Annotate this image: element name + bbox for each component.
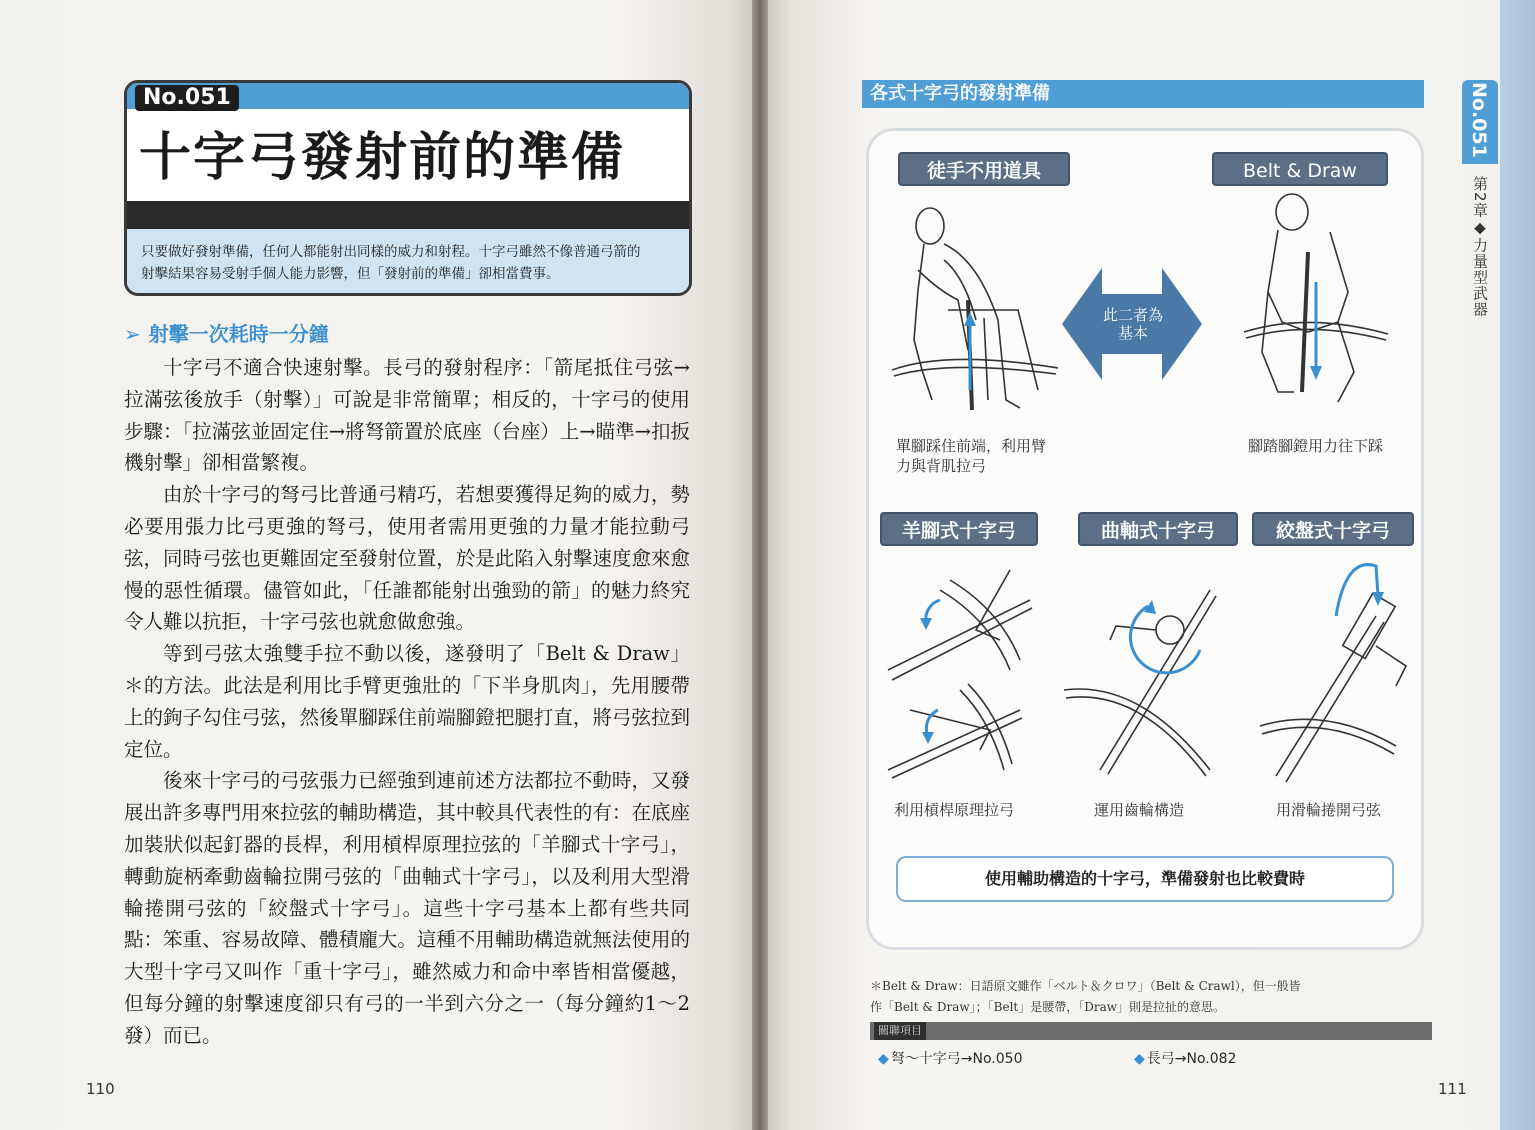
body-paragraph-3: 等到弓弦太強雙手拉不動以後，遂發明了「Belt & Draw」＊的方法。此法是利用比手臂更強壯的「下半身肌肉」，先用腰帶上的鉤子勾住弓弦，然後單腳踩住前端腳鐙把腿打直，將弓弦拉到定位。 [124, 642, 690, 761]
body-text [124, 352, 690, 1052]
summary-line-2: 射擊結果容易受射手個人能力影響，但「發射前的準備」卻相當費事。 [141, 266, 560, 282]
page-edge-strip [1500, 0, 1535, 1130]
caption-belt-draw: 腳踏腳鐙用力往下踩 [1248, 437, 1384, 455]
diamond-icon: ◆ [1134, 1051, 1145, 1067]
left-page [0, 0, 752, 1130]
summary-line-1: 只要做好發射準備，任何人都能射出同樣的威力和射程。十字弓雖然不像普通弓箭的 [141, 244, 641, 260]
caption-bare-hand: 單腳踩住前端，利用臂力與背肌拉弓 [896, 437, 1047, 475]
section-heading-text: 射擊一次耗時一分鐘 [148, 322, 329, 346]
title-box [124, 80, 692, 296]
figure-bottom-note: 使用輔助構造的十字弓，準備發射也比較費時 [896, 856, 1394, 902]
center-arrow-text: 此二者為基本 [1102, 306, 1163, 342]
page-number-right: 111 [1438, 1080, 1467, 1098]
figure-title: 各式十字弓的發射準備 [862, 80, 1424, 108]
caption-windlass: 用滑輪捲開弓弦 [1276, 801, 1382, 819]
footnote [870, 976, 1432, 1018]
footnote-line-2: 作「Belt & Draw」；「Belt」是腰帶，「Draw」則是拉扯的意思。 [870, 1000, 1226, 1014]
caption-cranequin: 運用齒輪構造 [1094, 801, 1185, 819]
section-arrow-icon: ➢ [124, 322, 141, 346]
side-tab-number-box [1462, 80, 1498, 164]
side-tab-chapter: 第2章◆力量型武器 [1471, 176, 1489, 318]
related-item-text: 弩～十字弓→No.050 [890, 1051, 1023, 1067]
section-heading [124, 318, 329, 347]
related-items-bar [870, 1022, 1432, 1040]
label-belt-draw: Belt & Draw [1212, 152, 1388, 186]
goats-foot-illustration [880, 560, 1050, 790]
footnote-line-1: ＊Belt & Draw：日語原文雖作「ベルト＆クロワ」（Belt & Crawl），但一般皆 [870, 979, 1301, 993]
cranequin-illustration [1060, 570, 1230, 790]
belt-draw-illustration [1238, 192, 1408, 422]
related-item-text: 長弓→No.082 [1146, 1051, 1237, 1067]
summary-box [127, 229, 689, 296]
side-tab [1462, 80, 1498, 324]
related-item-1[interactable] [878, 1048, 1022, 1068]
caption-goats-foot: 利用槓桿原理拉弓 [894, 801, 1015, 819]
book-gutter [752, 0, 768, 1130]
side-tab-number: No.051 [1468, 82, 1490, 158]
body-paragraph-4: 後來十字弓的弓弦張力已經強到連前述方法都拉不動時，又發展出許多專門用來拉弦的輔助構造，其中較具代表性的有：在底座加裝狀似起釘器的長桿，利用槓桿原理拉弦的「羊腳式十字弓」，轉動旋柄牽動齒輪拉開弓弦的「曲軸式十字弓」，以及利用大型滑輪捲開弓弦的「絞盤式十字弓」。這些十字弓基本上都有些共同點：笨重、容易故障、體積龐大。這種不用輔助構造就無法使用的大型十字弓又叫作「重十字弓」，雖然威力和命中率皆相當優越，但每分鐘的射擊速度卻只有弓的一半到六分之一（每分鐘約1～2發）而已。 [124, 769, 690, 1047]
title-dark-bar [127, 201, 689, 229]
body-paragraph-1: 十字弓不適合快速射擊。長弓的發射程序：「箭尾抵住弓弦→拉滿弦後放手（射擊）」可說是非常簡單；相反的，十字弓的使用步驟：「拉滿弦並固定住→將弩箭置於底座（台座）上→瞄準→扣扳機射擊」卻相當繁複。 [124, 356, 690, 475]
related-items-label: 關聯項目 [874, 1022, 926, 1040]
diamond-icon: ◆ [878, 1051, 889, 1067]
label-goats-foot: 羊腳式十字弓 [880, 512, 1038, 546]
bare-hand-illustration [888, 200, 1068, 430]
entry-number-tag: No.051 [135, 85, 239, 111]
body-paragraph-2: 由於十字弓的弩弓比普通弓精巧，若想要獲得足夠的威力，勢必要用張力比弓更強的弩弓，使用者需用更強的力量才能拉動弓弦，同時弓弦也更難固定至發射位置，於是此陷入射擊速度愈來愈慢的惡性循環。儘管如此，「任誰都能射出強勁的箭」的魅力終究令人難以抗拒，十字弓弦也就愈做愈強。 [124, 483, 690, 634]
label-windlass: 絞盤式十字弓 [1252, 512, 1414, 546]
label-cranequin: 曲軸式十字弓 [1078, 512, 1238, 546]
page-title: 十字弓發射前的準備 [139, 128, 626, 188]
related-item-2[interactable] [1134, 1048, 1236, 1068]
page-number-left: 110 [86, 1080, 115, 1098]
windlass-illustration [1256, 556, 1426, 792]
label-bare-hand: 徒手不用道具 [898, 152, 1070, 186]
